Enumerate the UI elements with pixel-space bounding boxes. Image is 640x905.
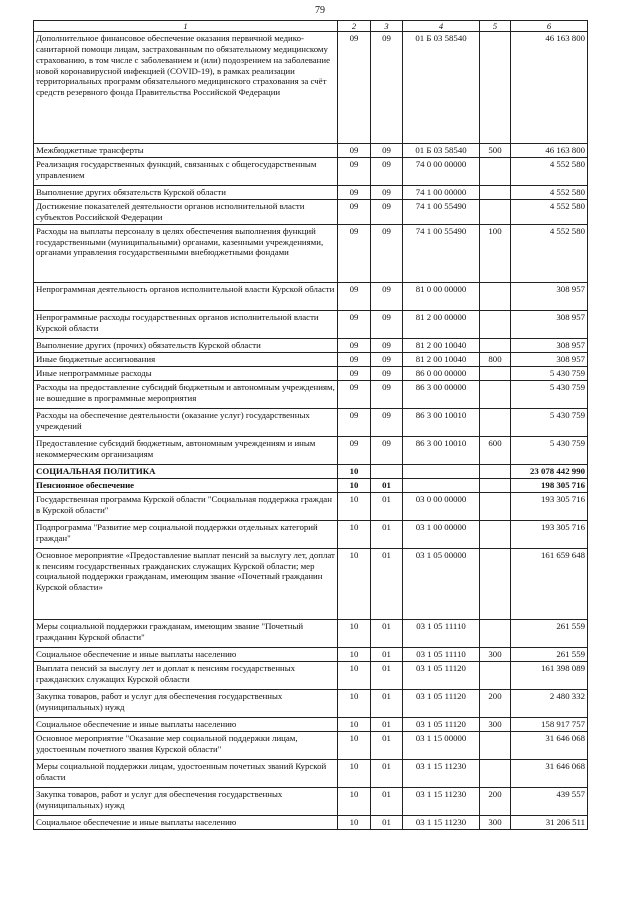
row-subsection: 09 bbox=[371, 224, 403, 282]
row-target-article: 03 1 05 11110 bbox=[403, 619, 480, 647]
row-expense-type: 200 bbox=[480, 787, 511, 815]
row-section: 09 bbox=[338, 282, 371, 310]
table-row bbox=[34, 759, 588, 787]
table-row bbox=[34, 619, 588, 647]
table-row bbox=[34, 464, 588, 478]
row-target-article: 74 1 00 55490 bbox=[403, 224, 480, 282]
row-amount: 46 163 800 bbox=[511, 144, 588, 158]
row-section: 10 bbox=[338, 759, 371, 787]
row-section: 09 bbox=[338, 352, 371, 366]
row-amount: 439 557 bbox=[511, 787, 588, 815]
row-amount: 161 398 089 bbox=[511, 661, 588, 689]
row-subsection: 09 bbox=[371, 158, 403, 186]
row-name: Достижение показателей деятельности органов исполнительной власти субъектов Российской Федерации bbox=[34, 200, 338, 224]
table-row bbox=[34, 224, 588, 282]
row-amount: 308 957 bbox=[511, 352, 588, 366]
row-name: Иные бюджетные ассигнования bbox=[34, 352, 338, 366]
table-row bbox=[34, 661, 588, 689]
row-amount: 5 430 759 bbox=[511, 380, 588, 408]
row-expense-type: 300 bbox=[480, 717, 511, 731]
table-row bbox=[34, 310, 588, 338]
row-expense-type bbox=[480, 380, 511, 408]
row-subsection: 01 bbox=[371, 717, 403, 731]
row-expense-type bbox=[480, 492, 511, 520]
row-name: Расходы на обеспечение деятельности (оказание услуг) государственных учреждений bbox=[34, 408, 338, 436]
row-section: 09 bbox=[338, 436, 371, 464]
row-expense-type bbox=[480, 548, 511, 619]
row-section: 10 bbox=[338, 661, 371, 689]
row-section: 10 bbox=[338, 787, 371, 815]
row-subsection: 09 bbox=[371, 408, 403, 436]
table-row bbox=[34, 338, 588, 352]
row-subsection: 01 bbox=[371, 478, 403, 492]
row-target-article: 86 0 00 00000 bbox=[403, 366, 480, 380]
row-section: 09 bbox=[338, 408, 371, 436]
row-expense-type bbox=[480, 661, 511, 689]
row-expense-type: 600 bbox=[480, 436, 511, 464]
row-name: Подпрограмма "Развитие мер социальной поддержки отдельных категорий граждан" bbox=[34, 520, 338, 548]
row-amount: 4 552 580 bbox=[511, 200, 588, 224]
row-expense-type: 200 bbox=[480, 689, 511, 717]
row-subsection: 01 bbox=[371, 689, 403, 717]
row-name: Социальное обеспечение и иные выплаты населению bbox=[34, 647, 338, 661]
row-expense-type bbox=[480, 186, 511, 200]
row-expense-type bbox=[480, 759, 511, 787]
table-row bbox=[34, 144, 588, 158]
row-section: 09 bbox=[338, 144, 371, 158]
row-section: 10 bbox=[338, 464, 371, 478]
row-target-article: 03 1 05 11120 bbox=[403, 661, 480, 689]
row-amount: 23 078 442 990 bbox=[511, 464, 588, 478]
table-row bbox=[34, 520, 588, 548]
row-name: Выплата пенсий за выслугу лет и доплат к пенсиям государственных гражданских служащих Курской области bbox=[34, 661, 338, 689]
row-target-article: 03 1 00 00000 bbox=[403, 520, 480, 548]
row-section: 09 bbox=[338, 310, 371, 338]
row-target-article: 03 1 05 11110 bbox=[403, 647, 480, 661]
row-expense-type: 500 bbox=[480, 144, 511, 158]
table-row bbox=[34, 366, 588, 380]
row-subsection: 01 bbox=[371, 661, 403, 689]
row-amount: 161 659 648 bbox=[511, 548, 588, 619]
row-subsection: 09 bbox=[371, 366, 403, 380]
row-expense-type bbox=[480, 338, 511, 352]
row-target-article: 74 0 00 00000 bbox=[403, 158, 480, 186]
table-row bbox=[34, 200, 588, 224]
row-subsection: 01 bbox=[371, 815, 403, 829]
row-subsection: 01 bbox=[371, 492, 403, 520]
table-row bbox=[34, 158, 588, 186]
row-amount: 308 957 bbox=[511, 282, 588, 310]
row-expense-type bbox=[480, 520, 511, 548]
table-row bbox=[34, 436, 588, 464]
row-target-article: 81 2 00 10040 bbox=[403, 352, 480, 366]
row-subsection: 01 bbox=[371, 619, 403, 647]
row-section: 10 bbox=[338, 731, 371, 759]
row-amount: 5 430 759 bbox=[511, 408, 588, 436]
table-row bbox=[34, 282, 588, 310]
column-header: 2 bbox=[338, 21, 371, 32]
row-subsection: 09 bbox=[371, 436, 403, 464]
row-name: Межбюджетные трансферты bbox=[34, 144, 338, 158]
row-subsection: 01 bbox=[371, 731, 403, 759]
row-name: Иные непрограммные расходы bbox=[34, 366, 338, 380]
row-subsection: 09 bbox=[371, 32, 403, 144]
row-target-article: 81 2 00 00000 bbox=[403, 310, 480, 338]
row-name: СОЦИАЛЬНАЯ ПОЛИТИКА bbox=[34, 464, 338, 478]
row-subsection: 01 bbox=[371, 548, 403, 619]
row-name: Предоставление субсидий бюджетным, автономным учреждениям и иным некоммерческим организациям bbox=[34, 436, 338, 464]
table-row bbox=[34, 787, 588, 815]
row-amount: 2 480 332 bbox=[511, 689, 588, 717]
row-subsection: 09 bbox=[371, 282, 403, 310]
row-section: 10 bbox=[338, 520, 371, 548]
row-expense-type: 100 bbox=[480, 224, 511, 282]
row-section: 10 bbox=[338, 492, 371, 520]
table-row bbox=[34, 492, 588, 520]
row-section: 10 bbox=[338, 548, 371, 619]
row-name: Закупка товаров, работ и услуг для обеспечения государственных (муниципальных) нужд bbox=[34, 787, 338, 815]
row-name: Социальное обеспечение и иные выплаты населению bbox=[34, 717, 338, 731]
column-header: 4 bbox=[403, 21, 480, 32]
table-row bbox=[34, 689, 588, 717]
row-subsection: 01 bbox=[371, 787, 403, 815]
row-amount: 193 305 716 bbox=[511, 492, 588, 520]
row-amount: 4 552 580 bbox=[511, 158, 588, 186]
row-amount: 5 430 759 bbox=[511, 436, 588, 464]
row-expense-type bbox=[480, 619, 511, 647]
row-target-article bbox=[403, 478, 480, 492]
table-row bbox=[34, 815, 588, 829]
row-name: Меры социальной поддержки гражданам, имеющим звание "Почетный гражданин Курской области" bbox=[34, 619, 338, 647]
row-amount: 198 305 716 bbox=[511, 478, 588, 492]
row-expense-type bbox=[480, 464, 511, 478]
row-subsection: 09 bbox=[371, 200, 403, 224]
row-target-article: 03 0 00 00000 bbox=[403, 492, 480, 520]
row-target-article: 03 1 15 00000 bbox=[403, 731, 480, 759]
row-target-article: 74 1 00 00000 bbox=[403, 186, 480, 200]
row-name: Выполнение других (прочих) обязательств Курской области bbox=[34, 338, 338, 352]
row-amount: 31 646 068 bbox=[511, 731, 588, 759]
row-section: 09 bbox=[338, 380, 371, 408]
row-subsection: 09 bbox=[371, 380, 403, 408]
row-section: 10 bbox=[338, 647, 371, 661]
row-target-article: 01 Б 03 58540 bbox=[403, 32, 480, 144]
row-amount: 4 552 580 bbox=[511, 186, 588, 200]
row-subsection: 09 bbox=[371, 310, 403, 338]
row-name: Пенсионное обеспечение bbox=[34, 478, 338, 492]
row-name: Закупка товаров, работ и услуг для обеспечения государственных (муниципальных) нужд bbox=[34, 689, 338, 717]
row-section: 09 bbox=[338, 366, 371, 380]
row-target-article: 03 1 15 11230 bbox=[403, 759, 480, 787]
row-section: 10 bbox=[338, 717, 371, 731]
row-section: 09 bbox=[338, 224, 371, 282]
row-amount: 308 957 bbox=[511, 338, 588, 352]
row-amount: 261 559 bbox=[511, 647, 588, 661]
table-row bbox=[34, 186, 588, 200]
row-expense-type bbox=[480, 366, 511, 380]
row-subsection: 09 bbox=[371, 144, 403, 158]
row-amount: 31 646 068 bbox=[511, 759, 588, 787]
row-name: Основное мероприятие «Предоставление выплат пенсий за выслугу лет, доплат к пенсиям государственных гражданских служащих Курской области; мер социальной поддержки гражданам, имеющим звание «Почетный гражданин Курской области» bbox=[34, 548, 338, 619]
column-header: 5 bbox=[480, 21, 511, 32]
row-subsection: 01 bbox=[371, 759, 403, 787]
column-number-row bbox=[34, 21, 588, 32]
row-name: Непрограммные расходы государственных органов исполнительной власти Курской области bbox=[34, 310, 338, 338]
table-row bbox=[34, 352, 588, 366]
row-expense-type bbox=[480, 310, 511, 338]
row-subsection: 09 bbox=[371, 352, 403, 366]
table-row bbox=[34, 408, 588, 436]
row-target-article: 86 3 00 10010 bbox=[403, 408, 480, 436]
row-expense-type: 300 bbox=[480, 815, 511, 829]
table-row bbox=[34, 380, 588, 408]
row-expense-type: 300 bbox=[480, 647, 511, 661]
table-row bbox=[34, 717, 588, 731]
page-number: 79 bbox=[315, 5, 325, 16]
row-section: 09 bbox=[338, 158, 371, 186]
table-row bbox=[34, 32, 588, 144]
row-name: Дополнительное финансовое обеспечение оказания первичной медико-санитарной помощи лицам, застрахованным по обязательному медицинскому страхованию, в том числе с заболеванием и (или) подозрением на заболевание новой коронавирусной инфекцией (COVID-19), в рамках реализации территориальных программ обязательного медицинского страхования за счёт средств резервного фонда Правительства Российской Федерации bbox=[34, 32, 338, 144]
row-target-article: 01 Б 03 58540 bbox=[403, 144, 480, 158]
row-name: Реализация государственных функций, связанных с общегосударственным управлением bbox=[34, 158, 338, 186]
row-section: 09 bbox=[338, 200, 371, 224]
row-expense-type bbox=[480, 158, 511, 186]
row-section: 10 bbox=[338, 619, 371, 647]
row-expense-type bbox=[480, 408, 511, 436]
row-target-article: 81 2 00 10040 bbox=[403, 338, 480, 352]
row-name: Государственная программа Курской области "Социальная поддержка граждан в Курской области" bbox=[34, 492, 338, 520]
row-name: Расходы на предоставление субсидий бюджетным и автономным учреждениям, не вошедшие в программные мероприятия bbox=[34, 380, 338, 408]
row-target-article: 03 1 05 11120 bbox=[403, 717, 480, 731]
row-amount: 31 206 511 bbox=[511, 815, 588, 829]
budget-table bbox=[33, 20, 588, 830]
row-name: Социальное обеспечение и иные выплаты населению bbox=[34, 815, 338, 829]
row-target-article: 81 0 00 00000 bbox=[403, 282, 480, 310]
row-target-article: 03 1 05 00000 bbox=[403, 548, 480, 619]
row-expense-type bbox=[480, 32, 511, 144]
row-amount: 308 957 bbox=[511, 310, 588, 338]
row-name: Непрограммная деятельность органов исполнительной власти Курской области bbox=[34, 282, 338, 310]
row-section: 10 bbox=[338, 815, 371, 829]
row-expense-type bbox=[480, 200, 511, 224]
row-amount: 4 552 580 bbox=[511, 224, 588, 282]
table-row bbox=[34, 647, 588, 661]
row-target-article bbox=[403, 464, 480, 478]
row-target-article: 03 1 05 11120 bbox=[403, 689, 480, 717]
row-expense-type bbox=[480, 731, 511, 759]
row-amount: 5 430 759 bbox=[511, 366, 588, 380]
table-row bbox=[34, 731, 588, 759]
row-name: Выполнение других обязательств Курской области bbox=[34, 186, 338, 200]
row-subsection bbox=[371, 464, 403, 478]
row-amount: 46 163 800 bbox=[511, 32, 588, 144]
row-section: 10 bbox=[338, 689, 371, 717]
row-section: 09 bbox=[338, 186, 371, 200]
column-header: 3 bbox=[371, 21, 403, 32]
row-subsection: 09 bbox=[371, 338, 403, 352]
row-target-article: 03 1 15 11230 bbox=[403, 787, 480, 815]
row-target-article: 03 1 15 11230 bbox=[403, 815, 480, 829]
table-row bbox=[34, 548, 588, 619]
column-header: 6 bbox=[511, 21, 588, 32]
row-amount: 261 559 bbox=[511, 619, 588, 647]
row-section: 09 bbox=[338, 32, 371, 144]
row-amount: 158 917 757 bbox=[511, 717, 588, 731]
row-target-article: 86 3 00 10010 bbox=[403, 436, 480, 464]
row-expense-type bbox=[480, 282, 511, 310]
row-subsection: 01 bbox=[371, 647, 403, 661]
row-name: Меры социальной поддержки лицам, удостоенным почетных званий Курской области bbox=[34, 759, 338, 787]
row-expense-type: 800 bbox=[480, 352, 511, 366]
row-name: Основное мероприятие "Оказание мер социальной поддержки лицам, удостоенным почетного звания Курской области" bbox=[34, 731, 338, 759]
row-name: Расходы на выплаты персоналу в целях обеспечения выполнения функций государственными (муниципальными) органами, казенными учреждениями, органами управления государственными внебюджетными фондами bbox=[34, 224, 338, 282]
row-amount: 193 305 716 bbox=[511, 520, 588, 548]
row-subsection: 09 bbox=[371, 186, 403, 200]
row-subsection: 01 bbox=[371, 520, 403, 548]
row-target-article: 86 3 00 00000 bbox=[403, 380, 480, 408]
column-header: 1 bbox=[34, 21, 338, 32]
row-expense-type bbox=[480, 478, 511, 492]
table-row bbox=[34, 478, 588, 492]
row-target-article: 74 1 00 55490 bbox=[403, 200, 480, 224]
row-section: 09 bbox=[338, 338, 371, 352]
row-section: 10 bbox=[338, 478, 371, 492]
